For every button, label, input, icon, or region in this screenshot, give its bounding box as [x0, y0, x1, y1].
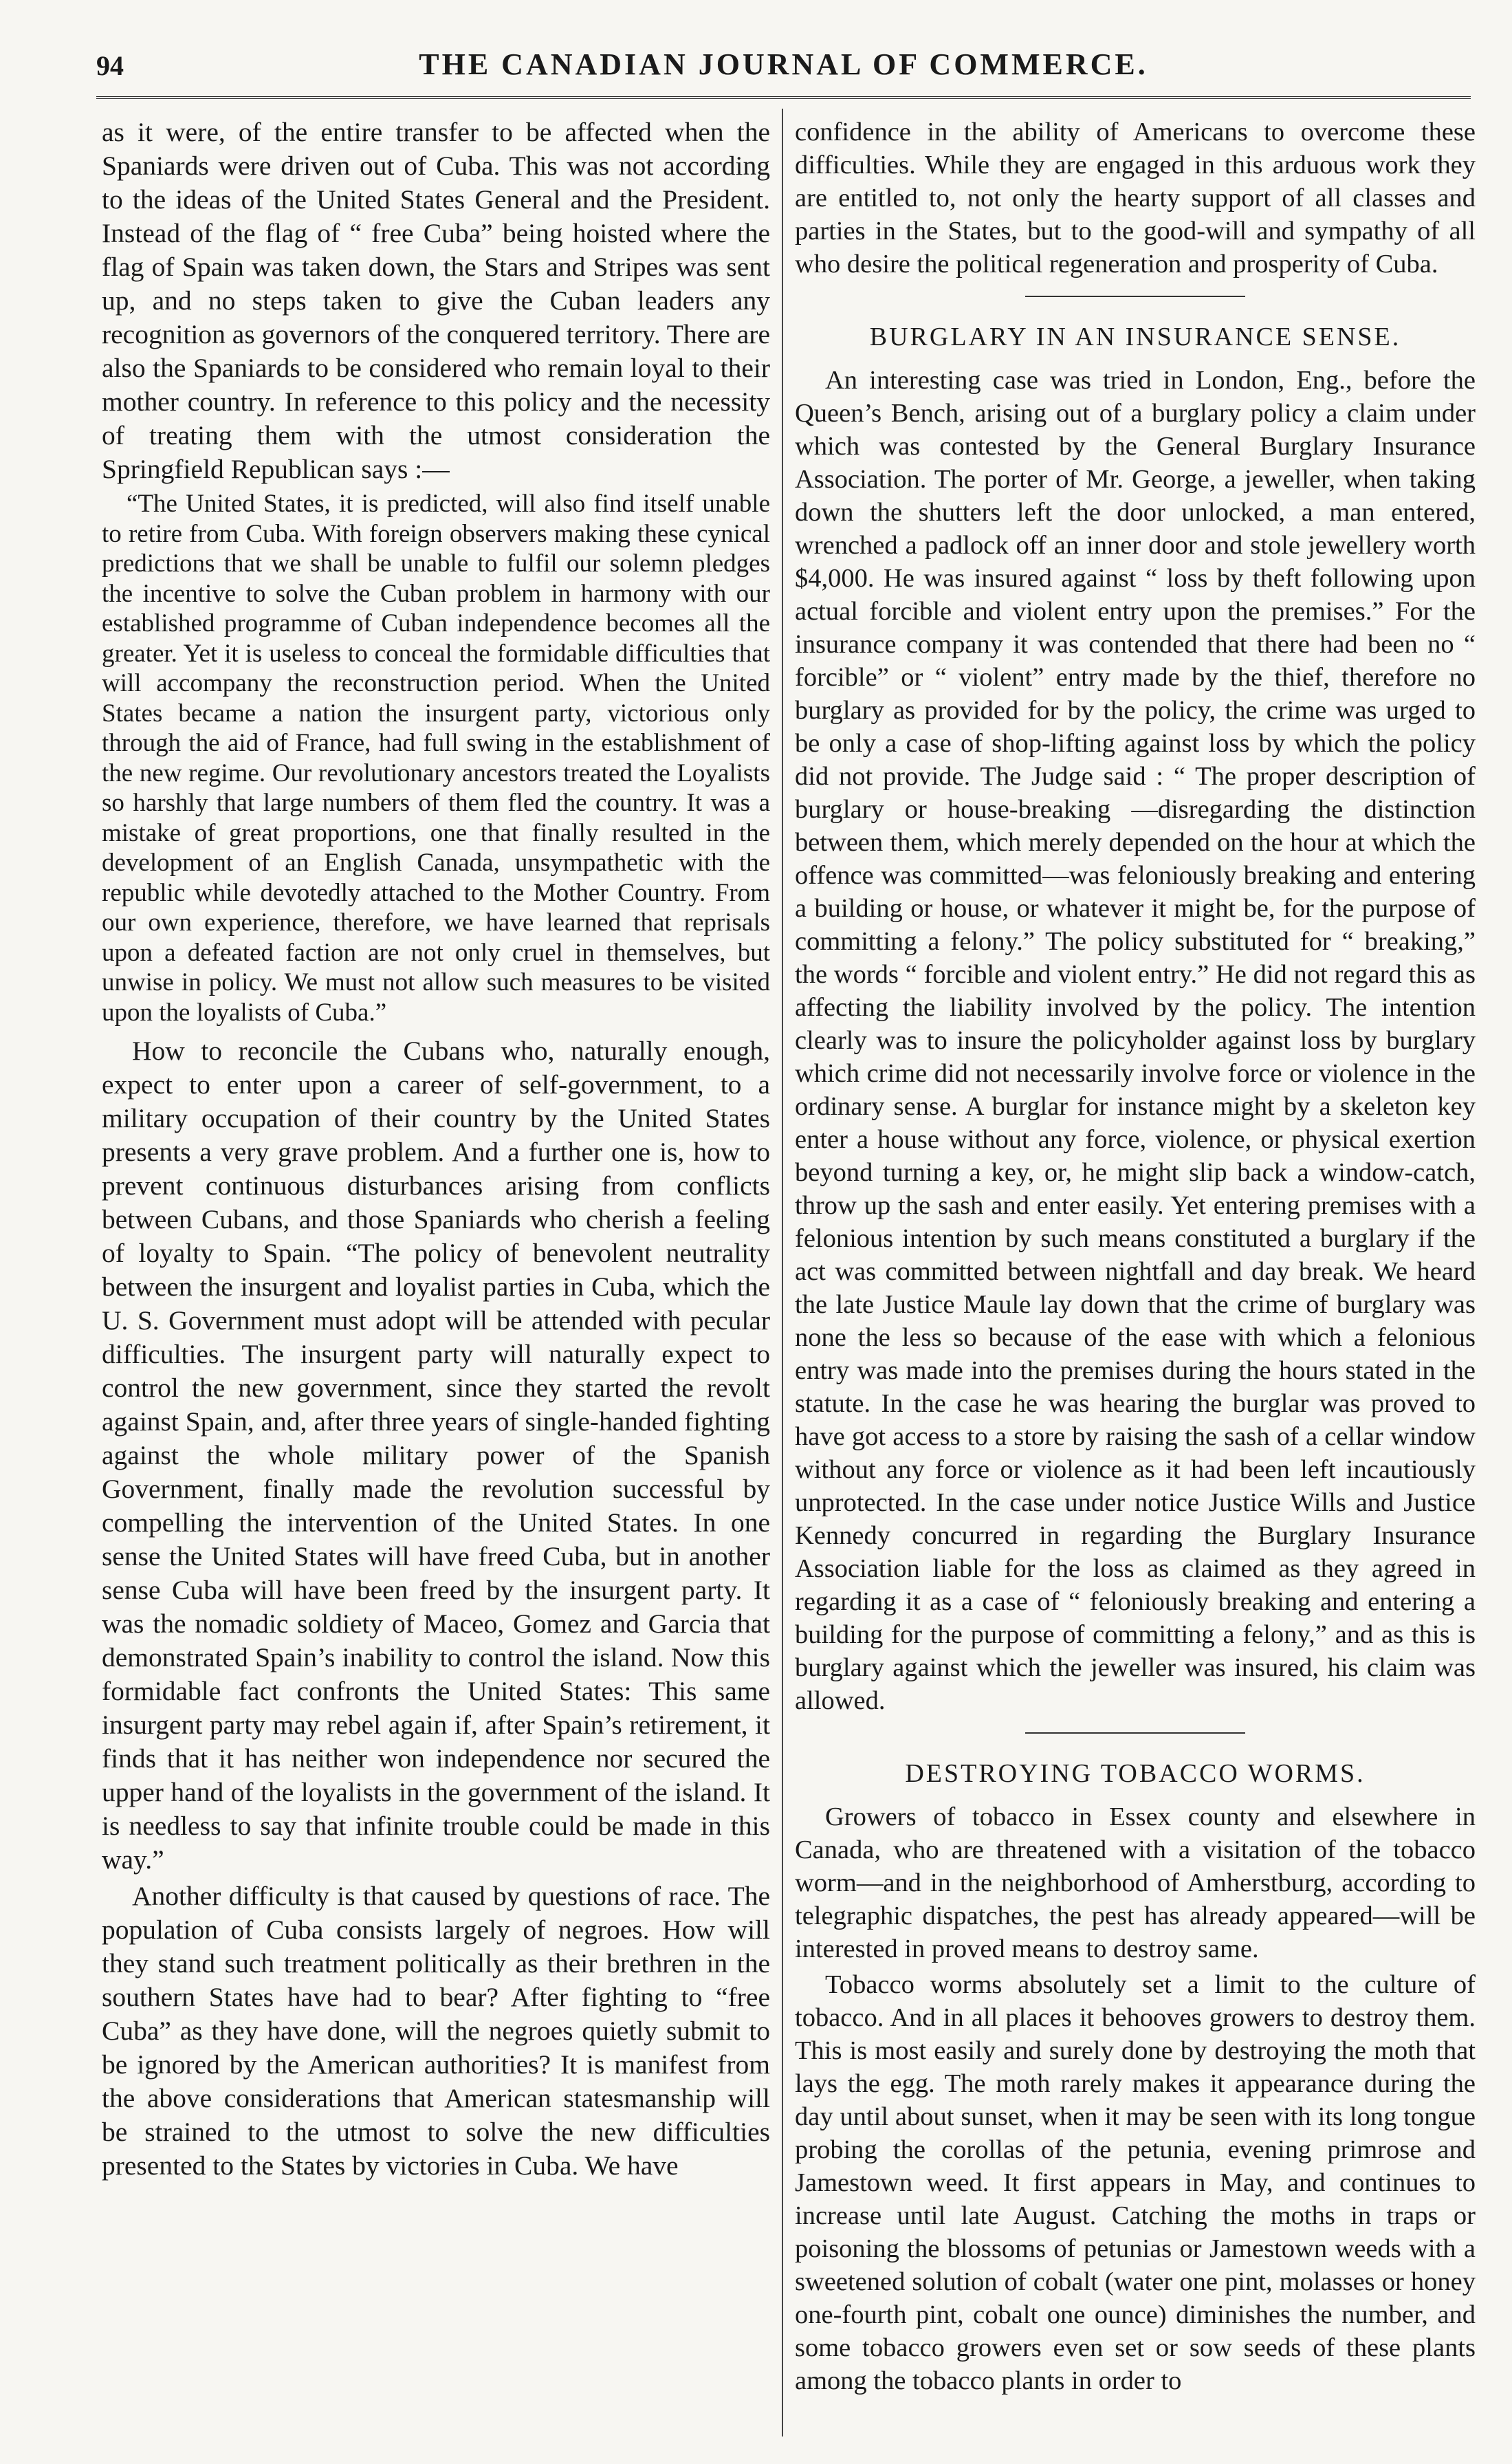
header-rule [96, 96, 1471, 99]
article-paragraph: Tobacco worms absolutely set a limit to the culture of tobacco. And in all places it behooves growers to destroy them. This is most easily and surely done by destroying the moth that lays the egg. The moth rarely makes it appearance during the day until about sunset, when it may be seen with its long tongue probing the corollas of the petunia, evening primrose and Jamestown weed. It first appears in May, and continues to increase until late August. Catching the moths in traps or poisoning the blossoms of petunias or Jamestown weeds with a sweetened solution of cobalt (water one pint, molasses or honey one-fourth pint, cobalt one ounce) diminishes the number, and some tobacco growers even set or sow seeds of these plants among the tobacco plants in order to [795, 1970, 1476, 2395]
column-divider [782, 109, 783, 2436]
page-header [96, 43, 1471, 92]
article-paragraph: as it were, of the entire transfer to be affected when the Spaniards were driven out of Cuba. This was not according to the ideas of the United States General and the President. Instead of the flag of “ free Cuba” being hoisted where the flag of Spain was taken down, the Stars and Stripes was sent up, and no steps taken to give the Cuban leaders any recognition as governors of the conquered territory. There are also the Spaniards to be considered who remain loyal to their mother country. In reference to this policy and the necessity of treating them with the utmost consideration the Springfield Republican says :— [102, 117, 770, 484]
section-rule [1025, 296, 1245, 297]
journal-title: THE CANADIAN JOURNAL OF COMMERCE. [419, 47, 1148, 81]
section-title-tobacco: DESTROYING TOBACCO WORMS. [905, 1759, 1366, 1788]
article-paragraph: Another difficulty is that caused by questions of race. The population of Cuba consists largely of negroes. How will they stand such treatment politically as their brethren in the southern States have had to bear? After fighting to “free Cuba” as they have done, will the negroes quietly submit to be ignored by the American authorities? It is manifest from the above considerations that American statesmanship will be strained to the utmost to solve the new difficulties presented to the States by victories in Cuba. We have [102, 1881, 770, 2181]
article-paragraph: confidence in the ability of Americans to overcome these difficulties. While they are engaged in this arduous work they are entitled to, not only the hearty support of all classes and parties in the States, but to the good-will and sympathy of all who desire the political regeneration and prosperity of Cuba. [795, 118, 1476, 279]
page-number: 94 [96, 50, 124, 81]
right-column [795, 116, 1476, 2436]
quotation-text: “The United States, it is predicted, will also find itself unable to retire from Cuba. With foreign observers making these cynical predictions that we shall be unable to fulfil our solemn pledges the incentive to solve the Cuban problem in harmony with our established programme of Cuban independence becomes all the greater. Yet it is useless to conceal the formidable difficulties that will accompany the reconstruction period. When the United States became a nation the insurgent party, victorious only through the aid of France, had full swing in the establishment of the new regime. Our revolutionary ancestors treated the Loyalists so harshly that large numbers of them fled the country. It was a mistake of great proportions, one that finally resulted in the development of an English Canada, unsympathetic with the republic while devotedly attached to the Mother Country. From our own experience, therefore, we have learned that reprisals upon a defeated faction are not only cruel in themselves, but unwise in policy. We must not allow such measures to be visited upon the loyalists of Cuba.” [102, 490, 770, 1027]
section-rule [1025, 1732, 1245, 1734]
section-title-burglary: BURGLARY IN AN INSURANCE SENSE. [869, 323, 1401, 351]
article-paragraph: An interesting case was tried in London, Eng., before the Queen’s Bench, arising out of a burglary policy a claim under which was contested by the General Burglary Insurance Association. The porter of Mr. George, a jeweller, when taking down the shutters left the door unlocked, a man entered, wrenched a padlock off an inner door and stole jewellery worth $4,000. He was insured against “ loss by theft following upon actual forcible and violent entry upon the premises.” For the insurance company it was contended that there had been no “ forcible” or “ violent” entry made by the thief, therefore no burglary as provided for by the policy, the crime was urged to be only a case of shop-lifting against loss by which the policy did not provide. The Judge said : “ The proper description of burglary or house-breaking —disregarding the distinction between them, which merely depended on the hour at which the offence was committed—was feloniously breaking and entering a building or house, or whatever it might be, for the purpose of committing a felony.” The policy substituted for “ breaking,” the words “ forcible and violent entry.” He did not regard this as affecting the liability involved by the policy. The intention clearly was to insure the policyholder against loss by burglary which crime did not necessarily involve force or violence in the ordinary sense. A burglar for instance might by a skeleton key enter a house without any force, violence, or physical exertion beyond turning a key, or, he might slip back a window-catch, throw up the sash and enter easily. Yet entering premises with a felonious intention by such means constituted a burglary if the act was committed between nightfall and day break. We heard the late Justice Maule lay down that the crime of burglary was none the less so because of the ease with which a felonious entry was made into the premises during the hours stated in the statute. In the case he was hearing the burglar was proved to have got access to a store by raising the sash of a cellar window without any force or violence as it had been left incautiously unprotected. In the case under notice Justice Wills and Justice Kennedy concurred in regarding the Burglary Insurance Association liable for the loss as claimed as they agreed in regarding it as a case of “ feloniously breaking and entering a building for the purpose of committing a felony,” and as this is burglary against which the jeweller was insured, his claim was allowed. [795, 366, 1476, 1715]
article-paragraph: Growers of tobacco in Essex county and elsewhere in Canada, who are threatened with a visitation of the tobacco worm—and in the neighborhood of Amherstburg, according to telegraphic dispatches, the pest has already appeared—will be interested in proved means to destroy same. [795, 1802, 1476, 1963]
article-paragraph: How to reconcile the Cubans who, naturally enough, expect to enter upon a career of self-government, to a military occupation of their country by the United States presents a very grave problem. And a further one is, how to prevent continuous disturbances arising from conflicts between Cubans, and those Spaniards who cherish a feeling of loyalty to Spain. “The policy of benevolent neutrality between the insurgent and loyalist parties in Cuba, which the U. S. Government must adopt will be attended with pecular difficulties. The insurgent party will naturally expect to control the new government, since they started the revolt against Spain, and, after three years of single-handed fighting against the whole military power of the Spanish Government, finally made the revolution successful by compelling the intervention of the United States. In one sense the United States will have freed Cuba, but in another sense Cuba will have been freed by the insurgent party. It was the nomadic soldiety of Maceo, Gomez and Garcia that demonstrated Spain’s inability to control the island. Now this formidable fact confronts the United States: This same insurgent party may rebel again if, after Spain’s retirement, it finds that it has neither won independence nor secured the upper hand of the loyalists in the government of the island. It is needless to say that infinite trouble could be made in this way.” [102, 1036, 770, 1875]
left-column [102, 116, 770, 2436]
quotation [102, 489, 770, 1027]
